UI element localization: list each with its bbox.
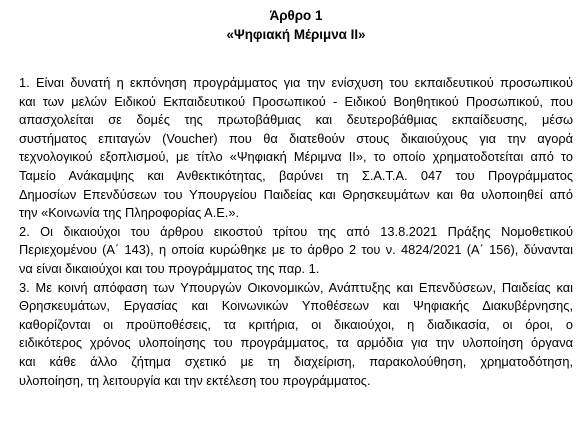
paragraph-line: υλοποίηση, τη λειτουργία και την εκτέλεση του προγράμματος. — [19, 372, 371, 388]
paragraph-line: Δημοσίων Επενδύσεων του Υπουργείου Παιδείας και Θρησκευμάτων και θα υλοποιηθεί από — [19, 186, 573, 202]
paragraph-3 — [19, 279, 573, 391]
paragraph-line: ειδικότερος χρόνος υλοποίησης του προγράμματος, τα αρμόδια για την υλοποίηση όργανα — [19, 335, 573, 351]
paragraph-line: τεχνολογικού εξοπλισμού, με τίτλο «Ψηφιακή Μέριμνα ΙΙ», το οποίο χρηματοδοτείται από το — [19, 149, 573, 165]
article-subtitle: «Ψηφιακή Μέριμνα ΙΙ» — [226, 27, 366, 42]
paragraph-line: και των μελών Ειδικού Εκπαιδευτικού Προσωπικού - Ειδικού Βοηθητικού Προσωπικού, που — [19, 93, 573, 109]
paragraph-line: και κάθε άλλο ζήτημα σχετικό με τη διαχείριση, παρακολούθηση, χρηματοδότηση, — [19, 353, 573, 369]
paragraph-line: 1. Είναι δυνατή η εκπόνηση προγράμματος για την ενίσχυση του εκπαιδευτικού προσωπικού — [19, 75, 573, 90]
paragraph-line: την «Κοινωνία της Πληροφορίας Α.Ε.». — [19, 205, 240, 221]
paragraph-line: Περιεχομένου (Α΄ 143), η οποία κυρώθηκε με το άρθρο 2 του ν. 4824/2021 (Α΄ 156), δύνανται — [19, 242, 573, 258]
paragraph-line: καθορίζονται οι προϋποθέσεις, τα κριτήρια, οι δικαιούχοι, η διαδικασία, οι όροι, ο — [19, 316, 573, 332]
article-body — [19, 74, 573, 390]
article-heading — [19, 6, 573, 44]
article-title: Άρθρο 1 — [269, 8, 323, 23]
paragraph-1 — [19, 74, 573, 223]
paragraph-line: 2. Οι δικαιούχοι του άρθρου εικοστού τρίτου της από 13.8.2021 Πράξης Νομοθετικού — [19, 223, 573, 239]
paragraph-line: απασχολείται σε δομές της πρωτοβάθμιας και δευτεροβάθμιας εκπαίδευσης, μέσω — [19, 112, 573, 128]
paragraph-line: Ταμείο Ανάκαμψης και Ανθεκτικότητας, βαρύνει τη Σ.Α.Τ.Α. 047 του Προγράμματος — [19, 167, 573, 183]
paragraph-line: συστήματος επιταγών (Voucher) που θα διατεθούν στους δικαιούχους για την αγορά — [19, 130, 573, 146]
paragraph-line: 3. Με κοινή απόφαση των Υπουργών Οικονομικών, Ανάπτυξης και Επενδύσεων, Παιδείας και — [19, 279, 573, 295]
heading-spacer — [19, 44, 573, 74]
paragraph-line: να είναι δικαιούχοι και του προγράμματος της παρ. 1. — [19, 260, 320, 276]
paragraph-2 — [19, 223, 573, 279]
paragraph-line: Θρησκευμάτων, Εργασίας και Κοινωνικών Υποθέσεων και Ψηφιακής Διακυβέρνησης, — [19, 298, 573, 314]
